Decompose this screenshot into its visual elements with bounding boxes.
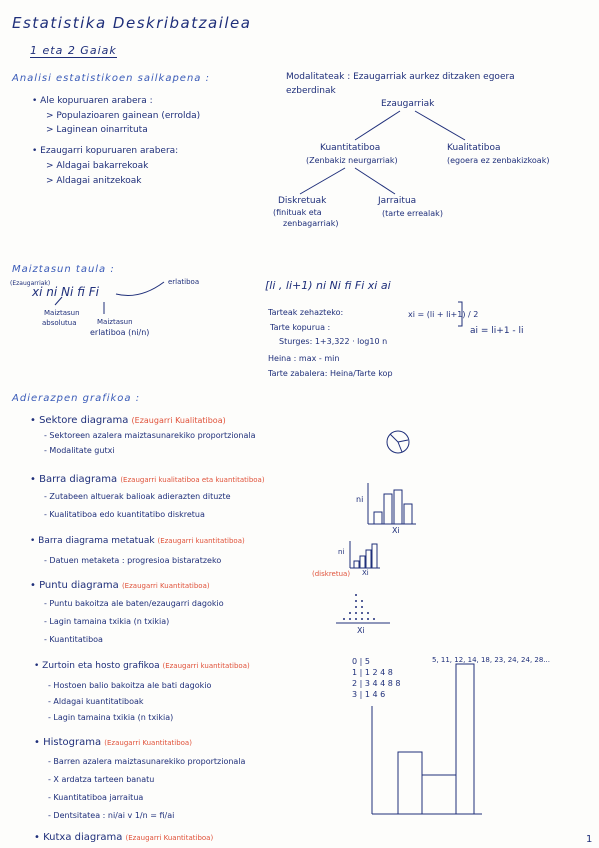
bar-axis-n: ni bbox=[356, 495, 364, 504]
pie-sketch bbox=[387, 431, 409, 453]
page-subtitle: 1 eta 2 Gaiak bbox=[30, 44, 117, 57]
cum-axis-x: Xi bbox=[362, 569, 369, 577]
zurtoin-note-2: - Aldagai kuantitatiboak bbox=[48, 697, 144, 706]
stem-row: 3 | 1 4 6 bbox=[352, 690, 386, 699]
zabalera-formula: Tarte zabalera: Heina/Tarte kop bbox=[268, 369, 393, 378]
erl-label-2: erlatiboa (ni/n) bbox=[90, 328, 150, 337]
tree-disk-sub1: (finituak eta bbox=[273, 208, 322, 217]
stem-row: 2 | 3 4 4 8 8 bbox=[352, 679, 401, 688]
dot-plot-sketch bbox=[343, 594, 375, 620]
metatu-side-note: (diskretua) bbox=[312, 570, 351, 578]
tree-disk-sub2: zenbagarriak) bbox=[283, 219, 339, 228]
analisi-item-1b: > Laginean oinarrituta bbox=[46, 125, 148, 135]
analisi-bullet-1: • Ale kopuruaren arabera : bbox=[32, 96, 153, 106]
barra-note-1: - Zutabeen altuerak balioak adierazten dituzte bbox=[44, 492, 231, 501]
sektore-note-1: - Sektoreen azalera maiztasunarekiko proportzionala bbox=[44, 431, 256, 440]
tree-kuanti: Kuantitatiboa bbox=[320, 143, 381, 153]
hist-note-4: - Dentsitatea : ni/ai v 1/n = fi/ai bbox=[48, 811, 175, 820]
adierazpen-heading: Adierazpen grafikoa : bbox=[12, 393, 141, 404]
stem-row: 1 | 1 2 4 8 bbox=[352, 668, 393, 677]
sektore-note-2: - Modalitate gutxi bbox=[44, 446, 115, 455]
tree-kuali: Kualitatiboa bbox=[447, 143, 501, 153]
kopurua-label: Tarte kopurua : bbox=[270, 323, 331, 332]
analisi-item-2b: > Aldagai anitzekoak bbox=[46, 176, 142, 186]
ezaugarriak-note: (Ezaugarriak) bbox=[10, 280, 51, 287]
analisi-bullet-2: • Ezaugarri kopuruaren arabera: bbox=[32, 146, 179, 156]
barra-title: • Barra diagrama (Ezaugarri kualitatiboa eta kuantitatiboa) bbox=[30, 474, 265, 485]
zurtoin-title: • Zurtoin eta hosto grafikoa (Ezaugarri kuantitatiboa) bbox=[34, 661, 250, 671]
metatu-note-1: - Datuen metaketa : progresioa bistaratzeko bbox=[44, 556, 222, 565]
analisi-heading: Analisi estatistikoen sailkapena : bbox=[12, 73, 210, 84]
tree-kuanti-sub: (Zenbakiz neurgarriak) bbox=[306, 156, 398, 165]
metatu-title: • Barra diagrama metatuak (Ezaugarri kuantitatiboa) bbox=[30, 536, 245, 546]
xi-formula: xi = (li + li+1) / 2 bbox=[408, 310, 479, 319]
abs-label-1: Maiztasun bbox=[44, 309, 80, 317]
tarteak-label: Tarteak zehazteko: bbox=[268, 308, 344, 317]
bar-chart-sketch bbox=[368, 483, 416, 524]
sektore-title: • Sektore diagrama (Ezaugarri Kualitatiboa) bbox=[30, 415, 226, 426]
tree-root: Ezaugarriak bbox=[381, 99, 435, 109]
stem-leaf-table bbox=[352, 656, 401, 700]
grouped-table-header: [li , li+1) ni Ni fi Fi xi ai bbox=[265, 279, 391, 292]
erl-label-1: Maiztasun bbox=[97, 318, 133, 326]
cum-axis-n: ni bbox=[338, 548, 345, 556]
barra-note-2: - Kualitatiboa edo kuantitatibo diskretua bbox=[44, 510, 205, 519]
bar-axis-x: Xi bbox=[392, 526, 400, 535]
sturges-formula: Sturges: 1+3,322 · log10 n bbox=[279, 337, 388, 346]
erlatiboa-note: erlatiboa bbox=[168, 278, 200, 286]
hist-note-1: - Barren azalera maiztasunarekiko proportzionala bbox=[48, 757, 246, 766]
dot-axis-x: Xi bbox=[357, 626, 365, 635]
kutxa-title: • Kutxa diagrama (Ezaugarri Kuantitatiboa) bbox=[34, 832, 214, 843]
frequency-vars: xi ni Ni fi Fi bbox=[32, 285, 99, 299]
page-number: 1 bbox=[586, 834, 593, 845]
zurtoin-note-1: - Hostoen balio bakoitza ale bati dagokio bbox=[48, 681, 212, 690]
histograma-title: • Histograma (Ezaugarri Kuantitatiboa) bbox=[34, 737, 192, 748]
tree-jarr-sub: (tarte errealak) bbox=[382, 209, 443, 218]
stem-row: 0 | 5 bbox=[352, 657, 370, 666]
abs-label-2: absolutua bbox=[42, 319, 77, 327]
tree-disk: Diskretuak bbox=[278, 196, 327, 206]
page-title: Estatistika Deskribatzailea bbox=[12, 14, 252, 32]
puntu-note-2: - Lagin tamaina txikia (n txikia) bbox=[44, 617, 170, 626]
zurtoin-note-3: - Lagin tamaina txikia (n txikia) bbox=[48, 713, 174, 722]
heina-formula: Heina : max - min bbox=[268, 354, 340, 363]
hist-note-3: - Kuantitatiboa jarraitua bbox=[48, 793, 144, 802]
analisi-item-2a: > Aldagai bakarrekoak bbox=[46, 161, 149, 171]
modal-line-1: Modalitateak : Ezaugarriak aurkez ditzaken egoera bbox=[286, 72, 515, 82]
puntu-note-1: - Puntu bakoitza ale baten/ezaugarri dagokio bbox=[44, 599, 224, 608]
tree-jarr: Jarraitua bbox=[378, 196, 417, 206]
ai-formula: ai = li+1 - li bbox=[470, 326, 524, 336]
stem-data-list: 5, 11, 12, 14, 18, 23, 24, 24, 28... bbox=[432, 656, 550, 664]
analisi-item-1a: > Populazioaren gainean (errolda) bbox=[46, 111, 201, 121]
puntu-note-3: - Kuantitatiboa bbox=[44, 635, 103, 644]
tree-kuali-sub: (egoera ez zenbakizkoak) bbox=[447, 156, 550, 165]
hist-note-2: - X ardatza tarteen banatu bbox=[48, 775, 155, 784]
maiztasun-heading: Maiztasun taula : bbox=[12, 264, 115, 275]
puntu-title: • Puntu diagrama (Ezaugarri Kuantitatiboa) bbox=[30, 580, 210, 591]
modal-line-2: ezberdinak bbox=[286, 86, 336, 96]
cumulative-bar-sketch bbox=[350, 541, 380, 568]
